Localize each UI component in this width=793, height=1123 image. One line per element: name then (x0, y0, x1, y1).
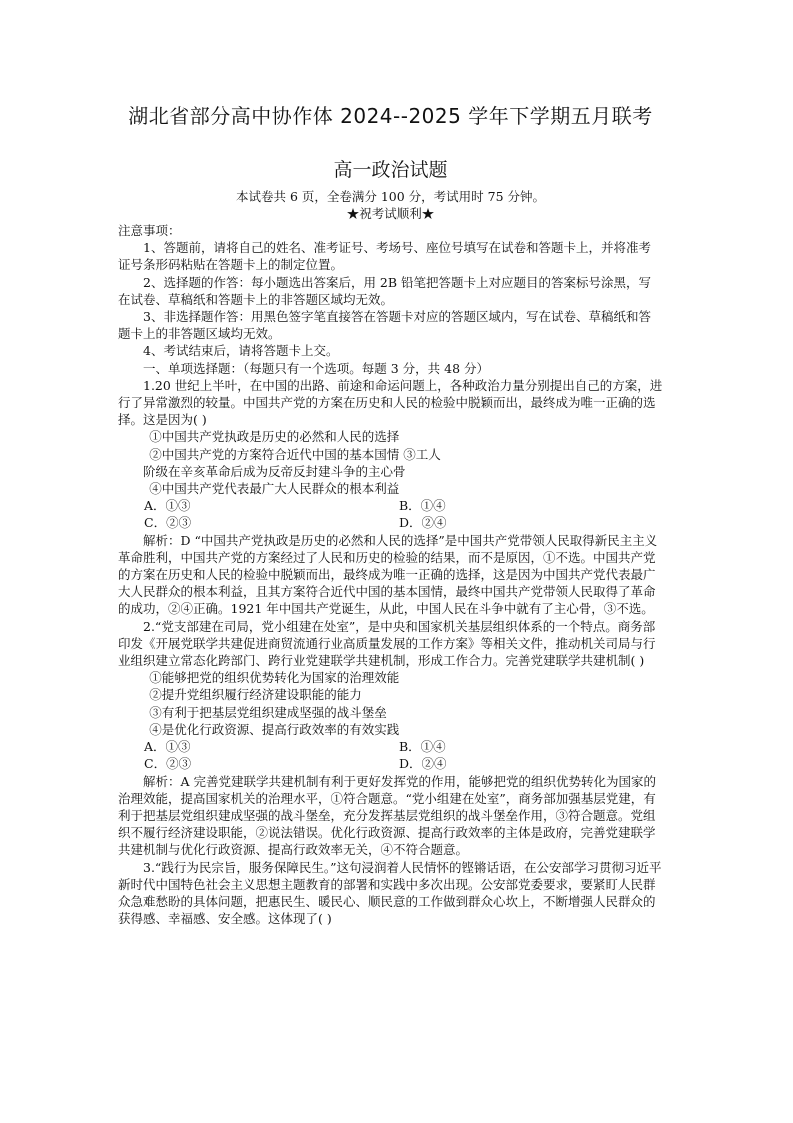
exam-subtitle: 高一政治试题 (333, 159, 448, 181)
section-heading: 一、单项选择题：（每题只有一个选项。每题 3 分，共 48 分） (143, 360, 490, 376)
answer-choices (118, 497, 663, 531)
option-statement: ④是优化行政资源、提高行政效率的有效实践 (149, 721, 400, 737)
option-statement: ②提升党组织履行经济建设职能的能力 (149, 687, 362, 703)
note-item: 1、答题前，请将自己的姓名、准考证号、考场号、座位号填写在试卷和答题卡上，并将准考证号条形码粘贴在答题卡上的制定位置。 (118, 240, 651, 273)
question-2 (118, 618, 663, 859)
choice-c: C．②③ (144, 515, 192, 531)
note-item: 4、考试结束后，请将答题卡上交。 (143, 343, 339, 359)
notes-heading: 注意事项： (118, 223, 181, 238)
option-statement: ②中国共产党的方案符合近代中国的基本国情 ③工人 (149, 446, 441, 462)
choice-a: A．①③ (144, 739, 191, 755)
option-statement: ③有利于把基层党组织建成坚强的战斗堡垒 (149, 704, 387, 720)
question-3 (118, 859, 663, 928)
exam-info: 本试卷共 6 页，全卷满分 100 分，考试用时 75 分钟。 (235, 189, 546, 204)
choice-c: C．②③ (144, 756, 192, 772)
answer-choices (118, 738, 663, 772)
option-statement: ④中国共产党代表最广大人民群众的根本利益 (149, 481, 400, 497)
choice-b: B．①④ (399, 739, 446, 755)
choice-b: B．①④ (399, 498, 446, 514)
choice-d: D．②④ (399, 756, 447, 772)
question-stem: 2.“党支部建在司局，党小组建在处室”，是中央和国家机关基层组织体系的一个特点。商务部印发《开展党联学共建促进商贸流通行业高质量发展的工作方案》等相关文件，推动机关司局与行业组织建立常态化跨部门、跨行业党建联学共建机制，形成工作合力。完善党建联学共建机制( ) (118, 618, 656, 669)
exam-wish: ★祝考试顺利★ (346, 206, 435, 221)
exam-page (118, 100, 663, 927)
question-stem: 3.“践行为民宗旨，服务保障民生。”这句浸润着人民情怀的铿锵话语，在公安部学习贯彻习近平新时代中国特色社会主义思想主题教育的部署和实践中多次出现。公安部党委要求，要紧盯人民群众急难愁盼的具体问题，把惠民生、暖民心、顺民意的工作做到群众心坎上，不断增强人民群众的获得感、幸福感、安全感。这体现了( ) (118, 859, 662, 927)
question-stem: 1.20 世纪上半叶，在中国的出路、前途和命运问题上，各种政治力量分别提出自己的方案，进行了异常激烈的较量。中国共产党的方案在历史和人民的检验中脱颖而出，最终成为唯一正确的选择。这是因为( ) (118, 377, 663, 428)
option-statement: ①中国共产党执政是历史的必然和人民的选择 (149, 429, 400, 445)
note-item: 2、选择题的作答：每小题选出答案后，用 2B 铅笔把答题卡上对应题目的答案标号涂黑，写在试卷、草稿纸和答题卡上的非答题区域均无效。 (118, 274, 652, 307)
exam-title: 湖北省部分高中协作体 2024--2025 学年下学期五月联考 (128, 104, 653, 128)
note-item: 3、非选择题作答：用黑色签字笔直接答在答题卡对应的答题区域内，写在试卷、草稿纸和答题卡上的非答题区域均无效。 (118, 309, 651, 342)
question-1 (118, 377, 663, 618)
choice-a: A．①③ (144, 498, 191, 514)
analysis-text: 解析：A 完善党建联学共建机制有利于更好发挥党的作用，能够把党的组织优势转化为国家的治理效能，提高国家机关的治理水平，①符合题意。“党小组建在处室”，商务部加强基层党建，有利于把基层党组织建成坚强的战斗堡垒，充分发挥基层党组织的战斗堡垒作用，③符合题意。党组织不履行经济建设职能，②说法错误。优化行政资源、提高行政效率的主体是政府，完善党建联学共建机制与优化行政资源、提高行政效率无关，④不符合题意。 (118, 773, 657, 858)
notes-section (118, 222, 663, 377)
option-statement: ①能够把党的组织优势转化为国家的治理效能 (149, 670, 400, 686)
choice-d: D．②④ (399, 515, 447, 531)
analysis-text: 解析：D “中国共产党执政是历史的必然和人民的选择”是中国共产党带领人民取得新民主主义革命胜利，中国共产党的方案经过了人民和历史的检验的结果，而不是原因，①不选。中国共产党的方案在历史和人民的检验中脱颖而出，最终成为唯一正确的选择，这是因为中国共产党代表最广大人民群众的根本利益，且其方案符合近代中国的基本国情，最终中国共产党带领人民取得了革命的成功，②④正确。1921 年中国共产党诞生，从此，中国人民在斗争中就有了主心骨，③不选。 (118, 532, 658, 617)
option-statement: 阶级在辛亥革命后成为反帝反封建斗争的主心骨 (143, 463, 406, 479)
